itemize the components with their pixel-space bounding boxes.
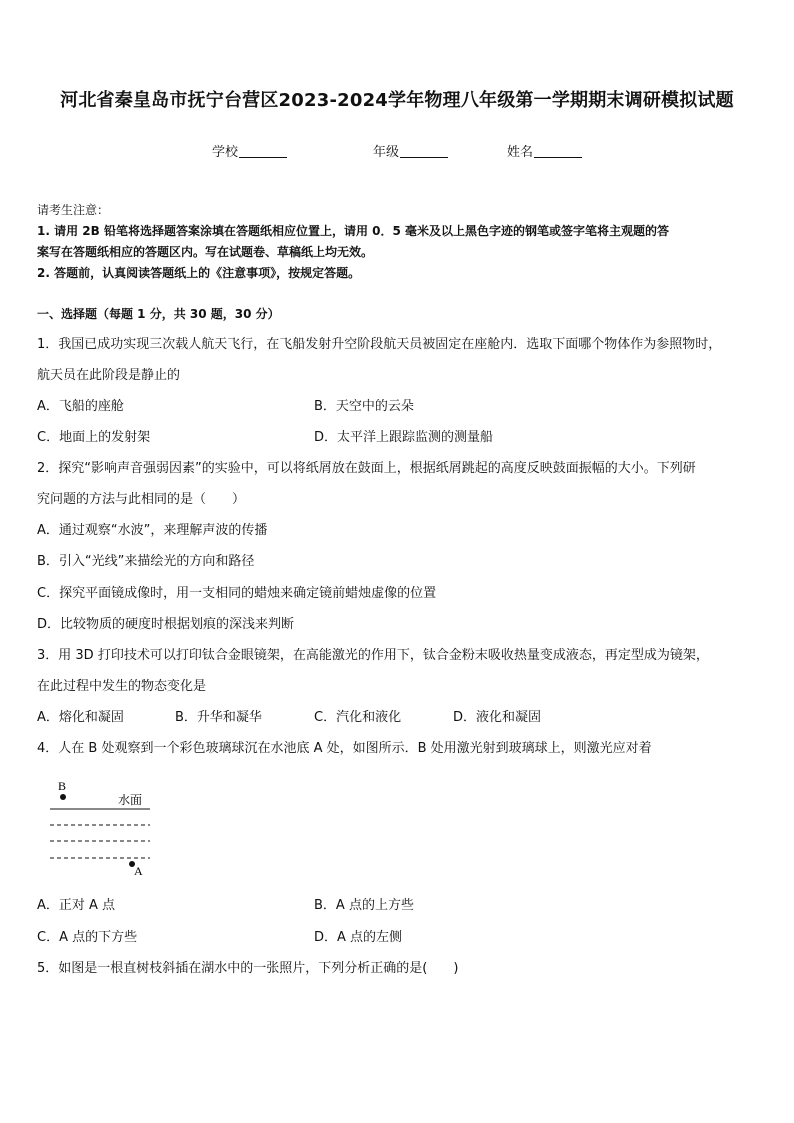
notice-item-1-line-1: 1. 请用 2B 铅笔将选择题答案涂填在答题纸相应位置上，请用 0．5 毫米及以上黑色字迹的钢笔或签字笔将主观题的答 — [37, 224, 669, 238]
q4-stem-line-1: 4．人在 B 处观察到一个彩色玻璃球沉在水池底 A 处，如图所示．B 处用激光射到玻璃球上，则激光应对着 — [37, 741, 652, 756]
q4-option-a[interactable]: A．正对 A 点 — [37, 898, 116, 913]
q3-option-c[interactable]: C．汽化和液化 — [314, 710, 402, 725]
q1-option-c[interactable]: C．地面上的发射架 — [37, 430, 151, 445]
name-label: 姓名 — [507, 145, 534, 160]
q3-stem-line-2: 在此过程中发生的物态变化是 — [37, 679, 207, 694]
q2-stem-line-2: 究问题的方法与此相同的是（ ） — [37, 492, 246, 507]
section-heading: 一、选择题（每题 1 分，共 30 题，30 分） — [37, 307, 280, 321]
q4-option-c[interactable]: C．A 点的下方些 — [37, 930, 138, 945]
school-blank[interactable] — [239, 145, 287, 158]
q2-option-c[interactable]: C．探究平面镜成像时，用一支相同的蜡烛来确定镜前蜡烛虚像的位置 — [37, 586, 437, 601]
notice-heading: 请考生注意： — [37, 203, 110, 217]
q4-option-b[interactable]: B．A 点的上方些 — [314, 898, 414, 913]
notice-item-1-line-2: 案写在答题纸相应的答题区内。写在试题卷、草稿纸上均无效。 — [37, 245, 374, 259]
q1-option-a[interactable]: A．飞船的座舱 — [37, 399, 124, 414]
q1-option-d[interactable]: D．太平洋上跟踪监测的测量船 — [314, 430, 494, 445]
q1-stem-line-1: 1．我国已成功实现三次载人航天飞行，在飞船发射升空阶段航天员被固定在座舱内．选取下面哪个物体作为参照物时， — [37, 337, 722, 352]
point-a-label: A — [134, 864, 143, 878]
q3-option-a[interactable]: A．熔化和凝固 — [37, 710, 124, 725]
name-field — [507, 141, 582, 160]
q3-option-b[interactable]: B．升华和凝华 — [175, 710, 262, 725]
water-surface-label: 水面 — [118, 793, 143, 807]
q5-stem-line-1: 5．如图是一根直树枝斜插在湖水中的一张照片，下列分析正确的是( ) — [37, 961, 459, 976]
q2-option-d[interactable]: D．比较物质的硬度时根据划痕的深浅来判断 — [37, 617, 295, 632]
q1-stem-line-2: 航天员在此阶段是静止的 — [37, 368, 181, 383]
exam-title: 河北省秦皇岛市抚宁台营区2023-2024学年物理八年级第一学期期末调研模拟试题 — [60, 90, 734, 111]
q2-option-b[interactable]: B．引入“光线”来描绘光的方向和路径 — [37, 554, 255, 569]
q2-option-a[interactable]: A．通过观察“水波”，来理解声波的传播 — [37, 523, 268, 538]
grade-label: 年级 — [373, 145, 400, 160]
school-field — [212, 141, 287, 160]
notice-item-2: 2. 答题前，认真阅读答题纸上的《注意事项》，按规定答题。 — [37, 266, 361, 280]
water-surface-diagram — [46, 778, 166, 878]
notice-block — [37, 200, 759, 284]
q2-stem-line-1: 2．探究“影响声音强弱因素”的实验中，可以将纸屑放在鼓面上，根据纸屑跳起的高度反映鼓面振幅的大小。下列研 — [37, 461, 696, 476]
school-label: 学校 — [212, 145, 239, 160]
q1-option-b[interactable]: B．天空中的云朵 — [314, 399, 414, 414]
name-blank[interactable] — [534, 145, 582, 158]
grade-field — [373, 141, 448, 160]
q4-figure — [46, 778, 166, 878]
point-b-dot — [60, 794, 66, 800]
point-b-label: B — [58, 779, 67, 793]
q3-option-d[interactable]: D．液化和凝固 — [453, 710, 542, 725]
q4-option-d[interactable]: D．A 点的左侧 — [314, 930, 403, 945]
grade-blank[interactable] — [400, 145, 448, 158]
q3-stem-line-1: 3．用 3D 打印技术可以打印钛合金眼镜架，在高能激光的作用下，钛合金粉末吸收热量变成液态，再定型成为镜架， — [37, 648, 709, 663]
